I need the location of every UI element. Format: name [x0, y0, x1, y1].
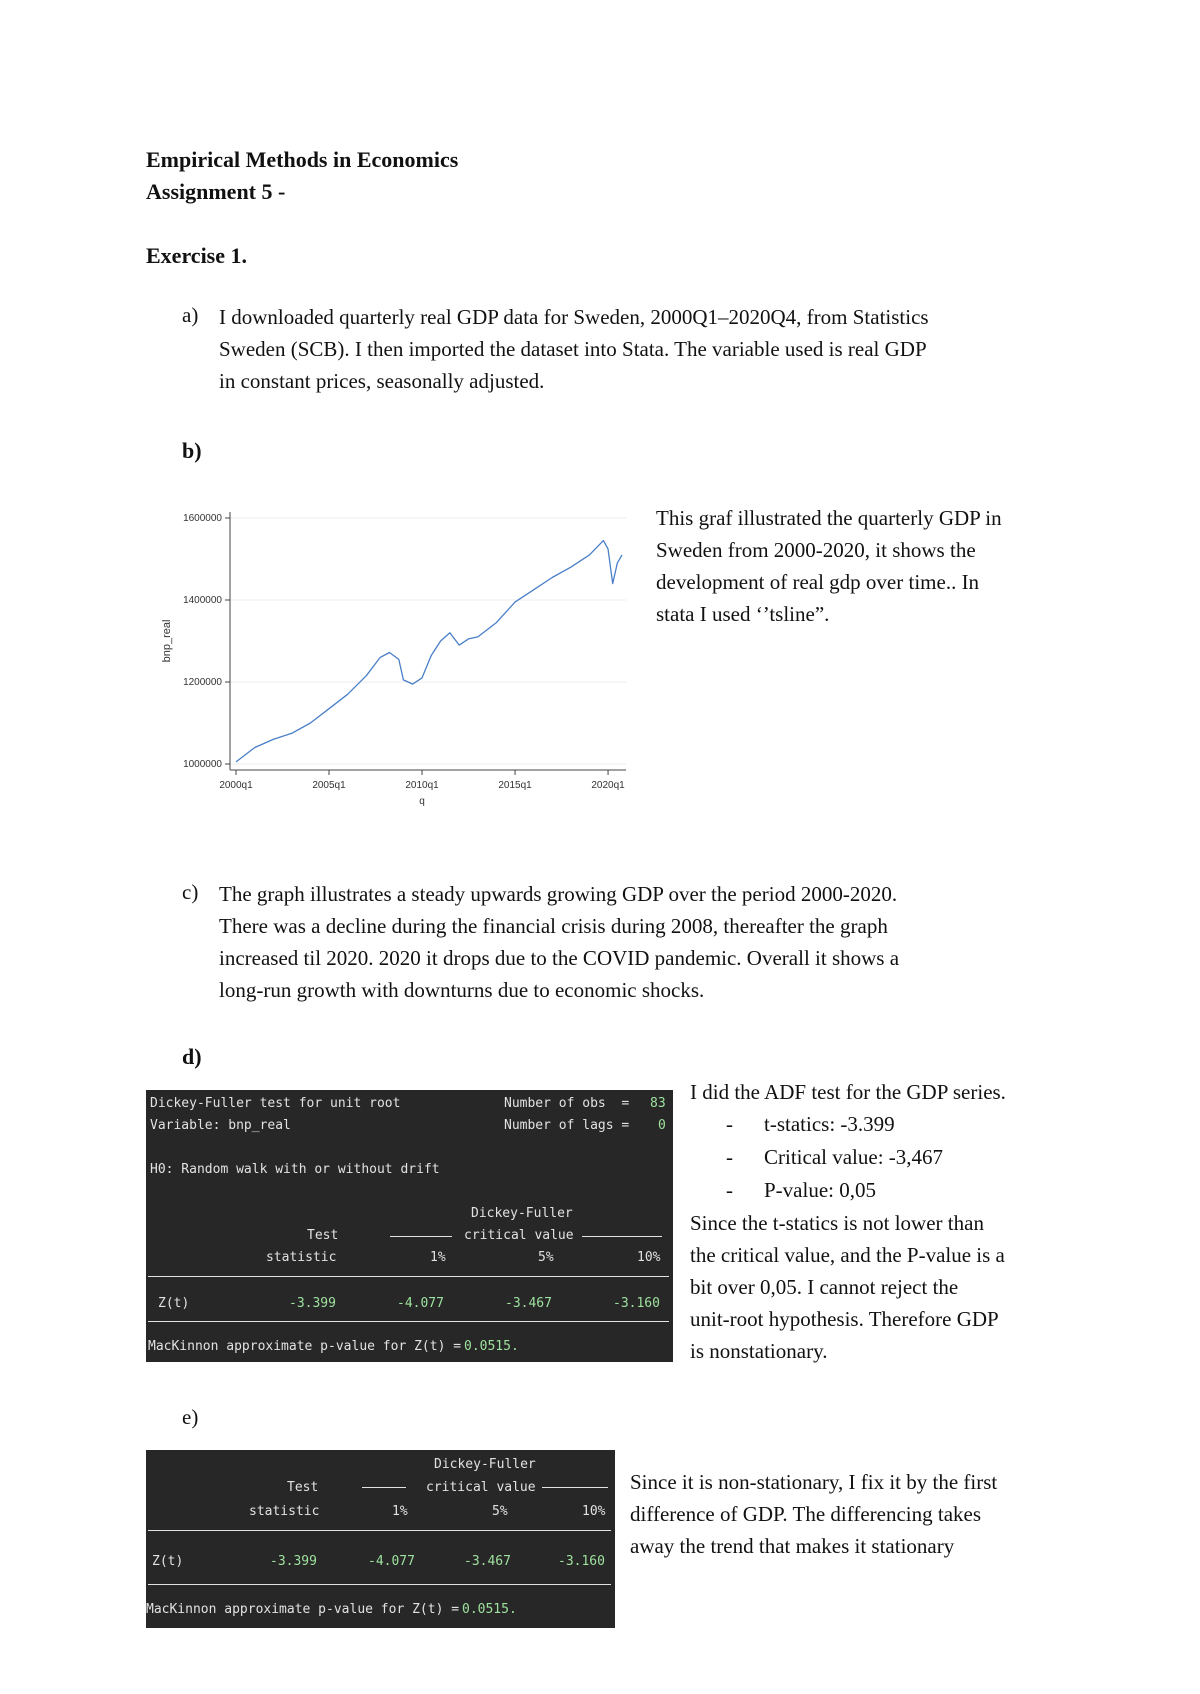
- console-stat: -3.399: [289, 1296, 336, 1311]
- assignment-title: Assignment 5 -: [146, 179, 286, 204]
- part-c-line: The graph illustrates a steady upwards growing GDP over the period 2000-2020.: [219, 882, 898, 906]
- console-rule: [582, 1236, 662, 1237]
- console-rule: [390, 1236, 452, 1237]
- console-pct10: 10%: [637, 1250, 661, 1265]
- part-d-conclusion-line: Since the t-statics is not lower than: [690, 1211, 984, 1235]
- plot-area: [230, 512, 626, 770]
- console-critical-value: critical value: [426, 1480, 536, 1495]
- bullet-dash: -: [726, 1145, 733, 1169]
- console-pvalue: 0.0515.: [462, 1602, 517, 1617]
- part-c-line: long-run growth with downturns due to economic shocks.: [219, 978, 705, 1002]
- x-axis-title: q: [419, 796, 425, 807]
- bullet-dash: -: [726, 1112, 733, 1136]
- console-nlags-value: 0: [658, 1118, 666, 1133]
- part-e-marker: e): [182, 1405, 199, 1429]
- part-d-marker: d): [182, 1044, 202, 1069]
- console-rule: [148, 1584, 611, 1585]
- console-variable: Variable: bnp_real: [150, 1118, 291, 1133]
- console-rule: [148, 1321, 669, 1322]
- part-d-bullets: [690, 1108, 1110, 1207]
- console-rule: [148, 1530, 611, 1531]
- part-b-text: [656, 502, 1096, 630]
- part-e-line: difference of GDP. The differencing takes: [630, 1502, 982, 1526]
- console-cv5: -3.467: [505, 1296, 552, 1311]
- console-pvalue: 0.0515.: [464, 1339, 519, 1354]
- console-cv5: -3.467: [464, 1554, 511, 1569]
- y-tick-label: 1200000: [183, 677, 222, 688]
- console-nobs-label: Number of obs =: [504, 1096, 630, 1111]
- console-row-label: Z(t): [158, 1296, 190, 1311]
- bullet-text: t-statics: -3.399: [764, 1112, 895, 1136]
- console-nobs-value: 83: [650, 1096, 666, 1111]
- console-rule: [542, 1487, 608, 1488]
- console-rule: [362, 1487, 406, 1488]
- x-tick-label: 2010q1: [405, 780, 439, 791]
- x-tick-label: 2015q1: [498, 780, 532, 791]
- part-a-marker: a): [182, 303, 199, 327]
- console-pct1: 1%: [430, 1250, 446, 1265]
- console-test: Test: [307, 1228, 339, 1243]
- part-d-conclusion-line: unit-root hypothesis. Therefore GDP: [690, 1307, 999, 1331]
- console-statistic: statistic: [249, 1504, 320, 1519]
- console-rule: [148, 1276, 669, 1277]
- console-pvalue-label: MacKinnon approximate p-value for Z(t) =: [146, 1602, 460, 1617]
- console-cv10: -3.160: [558, 1554, 605, 1569]
- bullet-text: Critical value: -3,467: [764, 1145, 944, 1169]
- console-cv10: -3.160: [613, 1296, 660, 1311]
- part-c-marker: c): [182, 880, 199, 904]
- y-tick-label: 1600000: [183, 513, 222, 524]
- x-tick-label: 2005q1: [312, 780, 346, 791]
- part-e-text: [630, 1466, 1100, 1562]
- y-tick-label: 1000000: [183, 759, 222, 770]
- part-c-line: increased til 2020. 2020 it drops due to the COVID pandemic. Overall it shows a: [219, 946, 900, 970]
- gdp-line-chart: [150, 500, 640, 825]
- console-pct1: 1%: [392, 1504, 408, 1519]
- console-title: Dickey-Fuller test for unit root: [150, 1096, 401, 1111]
- part-a-line: I downloaded quarterly real GDP data for Sweden, 2000Q1–2020Q4, from Statistics: [219, 305, 929, 329]
- course-title: Empirical Methods in Economics: [146, 147, 459, 172]
- part-d-bullet: [690, 1141, 1110, 1174]
- console-cv1: -4.077: [397, 1296, 444, 1311]
- part-b-line: This graf illustrated the quarterly GDP in: [656, 506, 1002, 530]
- console-h0: H0: Random walk with or without drift: [150, 1162, 440, 1177]
- part-c-text: [219, 878, 1099, 1006]
- x-tick-label: 2020q1: [591, 780, 625, 791]
- part-d-conclusion-line: bit over 0,05. I cannot reject the: [690, 1275, 959, 1299]
- adf-console-output-differenced: [146, 1450, 615, 1628]
- part-b-line: stata I used ‘’tsline”.: [656, 602, 830, 626]
- part-d-bullet: [690, 1108, 1110, 1141]
- console-stat: -3.399: [270, 1554, 317, 1569]
- console-cv1: -4.077: [368, 1554, 415, 1569]
- part-d-text: [690, 1076, 1110, 1367]
- part-b-line: development of real gdp over time.. In: [656, 570, 980, 594]
- x-tick-label: 2000q1: [219, 780, 253, 791]
- y-axis-title: bnp_real: [161, 619, 173, 663]
- part-a-text: [219, 301, 1099, 397]
- y-tick-label: 1400000: [183, 595, 222, 606]
- part-e-line: Since it is non-stationary, I fix it by the first: [630, 1470, 998, 1494]
- adf-console-output: [146, 1090, 673, 1362]
- bullet-text: P-value: 0,05: [764, 1178, 876, 1202]
- part-a-line: in constant prices, seasonally adjusted.: [219, 369, 545, 393]
- console-pct10: 10%: [582, 1504, 606, 1519]
- console-statistic: statistic: [266, 1250, 337, 1265]
- console-df-header: Dickey-Fuller: [471, 1206, 573, 1221]
- console-pvalue-label: MacKinnon approximate p-value for Z(t) =: [148, 1339, 462, 1354]
- bullet-dash: -: [726, 1178, 733, 1202]
- part-a-line: Sweden (SCB). I then imported the dataset into Stata. The variable used is real GDP: [219, 337, 927, 361]
- part-d-conclusion-line: is nonstationary.: [690, 1339, 828, 1363]
- console-test: Test: [287, 1480, 319, 1495]
- part-d-conclusion-line: the critical value, and the P-value is a: [690, 1243, 1005, 1267]
- part-c-line: There was a decline during the financial crisis during 2008, thereafter the graph: [219, 914, 888, 938]
- console-pct5: 5%: [538, 1250, 554, 1265]
- exercise-heading: Exercise 1.: [146, 243, 248, 268]
- part-b-marker: b): [182, 438, 202, 463]
- console-nlags-label: Number of lags =: [504, 1118, 630, 1133]
- console-row-label: Z(t): [152, 1554, 184, 1569]
- part-e-line: away the trend that makes it stationary: [630, 1534, 955, 1558]
- console-critical-value: critical value: [464, 1228, 574, 1243]
- console-pct5: 5%: [492, 1504, 508, 1519]
- part-b-line: Sweden from 2000-2020, it shows the: [656, 538, 976, 562]
- console-df-header: Dickey-Fuller: [434, 1457, 536, 1472]
- part-d-intro: I did the ADF test for the GDP series.: [690, 1080, 1006, 1104]
- part-d-bullet: [690, 1174, 1110, 1207]
